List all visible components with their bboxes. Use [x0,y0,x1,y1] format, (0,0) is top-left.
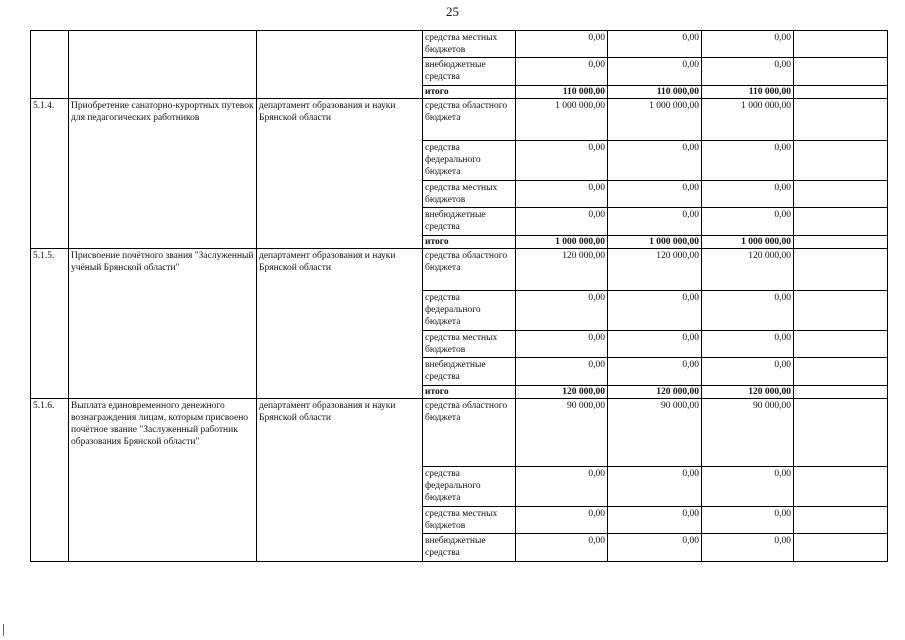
item-code: 5.1.6. [31,399,69,562]
empty-cell [794,208,888,236]
value-cell: 0,00 [702,331,794,358]
item-code: 5.1.5. [31,249,69,399]
empty-cell [794,386,888,399]
value-cell: 1 000 000,00 [516,99,608,141]
table-row [31,249,888,291]
source-label: внебюджетные средства [423,358,516,386]
total-cell: 110 000,00 [516,86,608,99]
value-cell: 0,00 [702,31,794,58]
item-executor: департамент образования и науки Брянской области [257,99,423,249]
value-cell: 0,00 [702,358,794,386]
empty-cell [794,58,888,86]
total-cell: 110 000,00 [702,86,794,99]
scan-margin-mark [3,624,4,636]
value-cell: 0,00 [608,31,702,58]
value-cell: 0,00 [608,467,702,507]
value-cell: 0,00 [516,141,608,181]
value-cell: 0,00 [702,507,794,534]
source-label: средства федерального бюджета [423,467,516,507]
value-cell: 0,00 [608,291,702,331]
source-label: средства федерального бюджета [423,141,516,181]
value-cell: 0,00 [702,181,794,208]
value-cell: 0,00 [516,31,608,58]
table-row [31,399,888,467]
source-label: средства областного бюджета [423,249,516,291]
total-cell: 110 000,00 [608,86,702,99]
value-cell: 120 000,00 [516,249,608,291]
source-label: итого [423,386,516,399]
item-name: Выплата единовременного денежного вознаграждения лицам, которым присвоено почётное звание "Заслуженный работник образования Брянской области" [69,399,257,562]
total-cell: 1 000 000,00 [516,236,608,249]
total-cell: 120 000,00 [516,386,608,399]
page-number: 25 [446,4,459,19]
empty-cell [794,249,888,291]
code-cell [31,31,69,99]
empty-cell [794,236,888,249]
value-cell: 0,00 [608,181,702,208]
value-cell: 0,00 [516,534,608,562]
value-cell: 0,00 [516,181,608,208]
value-cell: 0,00 [608,208,702,236]
executor-cell [257,31,423,99]
source-label: средства областного бюджета [423,399,516,467]
value-cell: 0,00 [516,208,608,236]
value-cell: 90 000,00 [516,399,608,467]
source-label: средства местных бюджетов [423,31,516,58]
empty-cell [794,86,888,99]
empty-cell [794,99,888,141]
value-cell: 0,00 [702,291,794,331]
source-label: итого [423,236,516,249]
value-cell: 0,00 [702,467,794,507]
value-cell: 0,00 [516,58,608,86]
value-cell: 90 000,00 [702,399,794,467]
value-cell: 0,00 [516,467,608,507]
value-cell: 0,00 [516,331,608,358]
value-cell: 0,00 [516,507,608,534]
value-cell: 90 000,00 [608,399,702,467]
item-name: Присвоение почётного звания "Заслуженный учёный Брянской области" [69,249,257,399]
total-cell: 1 000 000,00 [702,236,794,249]
source-label: средства федерального бюджета [423,291,516,331]
value-cell: 0,00 [702,534,794,562]
empty-cell [794,507,888,534]
total-cell: 120 000,00 [702,386,794,399]
value-cell: 120 000,00 [608,249,702,291]
total-cell: 1 000 000,00 [608,236,702,249]
source-label: средства областного бюджета [423,99,516,141]
source-label: средства местных бюджетов [423,331,516,358]
empty-cell [794,331,888,358]
value-cell: 0,00 [608,507,702,534]
table-row [31,99,888,141]
value-cell: 0,00 [608,534,702,562]
budget-table [30,30,888,562]
value-cell: 0,00 [608,331,702,358]
table-row [31,31,888,58]
empty-cell [794,467,888,507]
value-cell: 0,00 [702,141,794,181]
item-name: Приобретение санаторно-курортных путевок для педагогических работников [69,99,257,249]
value-cell: 0,00 [702,58,794,86]
empty-cell [794,141,888,181]
value-cell: 0,00 [608,358,702,386]
item-code: 5.1.4. [31,99,69,249]
empty-cell [794,31,888,58]
total-cell: 120 000,00 [608,386,702,399]
empty-cell [794,358,888,386]
value-cell: 0,00 [516,358,608,386]
value-cell: 0,00 [608,141,702,181]
value-cell: 1 000 000,00 [702,99,794,141]
item-executor: департамент образования и науки Брянской области [257,399,423,562]
value-cell: 0,00 [702,208,794,236]
empty-cell [794,399,888,467]
source-label: средства местных бюджетов [423,181,516,208]
empty-cell [794,291,888,331]
value-cell: 0,00 [516,291,608,331]
empty-cell [794,534,888,562]
source-label: внебюджетные средства [423,208,516,236]
source-label: средства местных бюджетов [423,507,516,534]
source-label: внебюджетные средства [423,534,516,562]
source-label: внебюджетные средства [423,58,516,86]
source-label: итого [423,86,516,99]
name-cell [69,31,257,99]
value-cell: 120 000,00 [702,249,794,291]
item-executor: департамент образования и науки Брянской области [257,249,423,399]
value-cell: 0,00 [608,58,702,86]
value-cell: 1 000 000,00 [608,99,702,141]
empty-cell [794,181,888,208]
